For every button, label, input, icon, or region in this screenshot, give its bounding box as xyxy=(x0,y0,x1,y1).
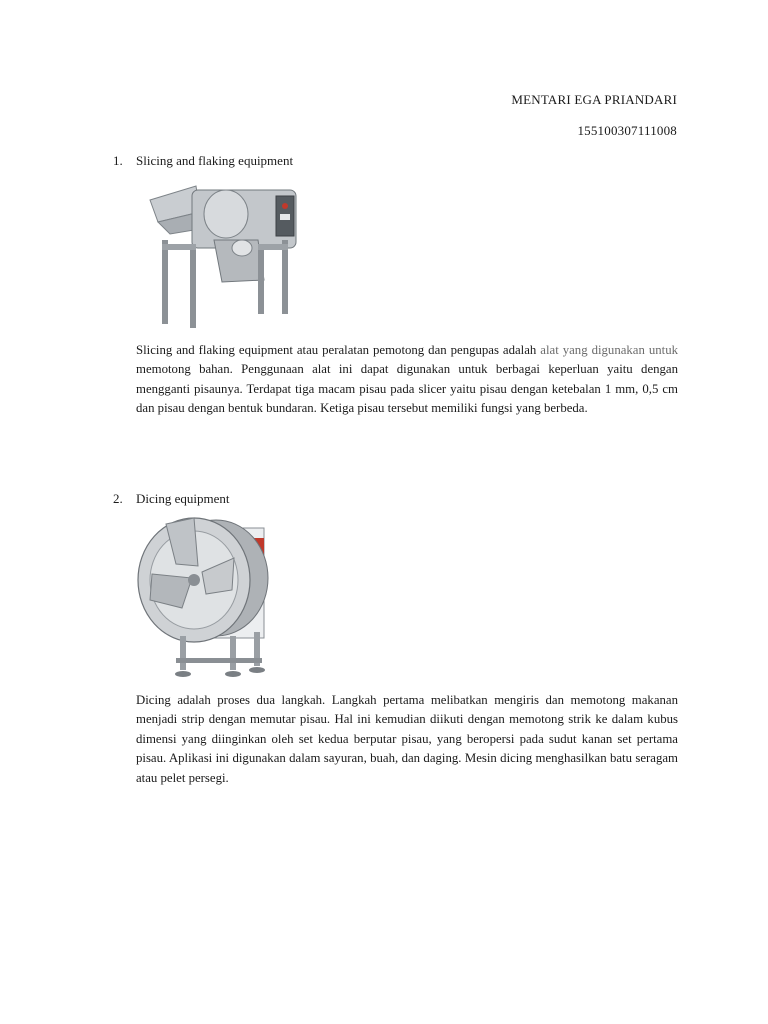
section-title: Slicing and flaking equipment xyxy=(136,153,294,168)
dicing-machine-photo xyxy=(136,508,272,697)
slicing-paragraph xyxy=(136,341,678,419)
paragraph-highlight: alat yang digunakan untuk xyxy=(540,343,678,357)
author-name: MENTARI EGA PRIANDARI xyxy=(511,92,677,107)
section-number: 2. xyxy=(113,491,123,506)
section-number: 1. xyxy=(113,153,123,168)
student-id: 155100307111008 xyxy=(577,123,677,138)
slicer-machine-photo xyxy=(136,178,304,343)
paragraph-text-end: memotong bahan. Penggunaan alat ini dapat digunakan untuk berbagai keperluan yaitu dengan mengganti pisaunya. Terdapat tiga macam pisau pada slicer yaitu pisau dengan ketebalan 1 mm, 0,5 cm dan pisau dengan bentuk bundaran. Ketiga pisau tersebut memiliki fungsi yang berbeda. xyxy=(136,362,678,416)
section-heading-slicing xyxy=(113,153,293,169)
dicing-paragraph: Dicing adalah proses dua langkah. Langkah pertama melibatkan mengiris dan memotong makanan menjadi strip dengan memutar pisau. Hal ini kemudian diikuti dengan memotong strik ke dalam kubus dimensi yang diinginkan oleh set kedua berputar pisau, yang beropersi pada sudut kanan set pertama pisau. Aplikasi ini digunakan dalam sayuran, buah, dan daging. Mesin dicing menghasilkan batu seragam atau pelet persegi. xyxy=(136,693,678,785)
section-heading-dicing xyxy=(113,491,230,507)
dicing-machine-icon xyxy=(136,508,272,692)
section-title: Dicing equipment xyxy=(136,491,230,506)
slicer-machine-icon xyxy=(136,178,304,338)
paragraph-text-start: Slicing and flaking equipment atau peralatan pemotong dan pengupas adalah xyxy=(136,343,541,357)
